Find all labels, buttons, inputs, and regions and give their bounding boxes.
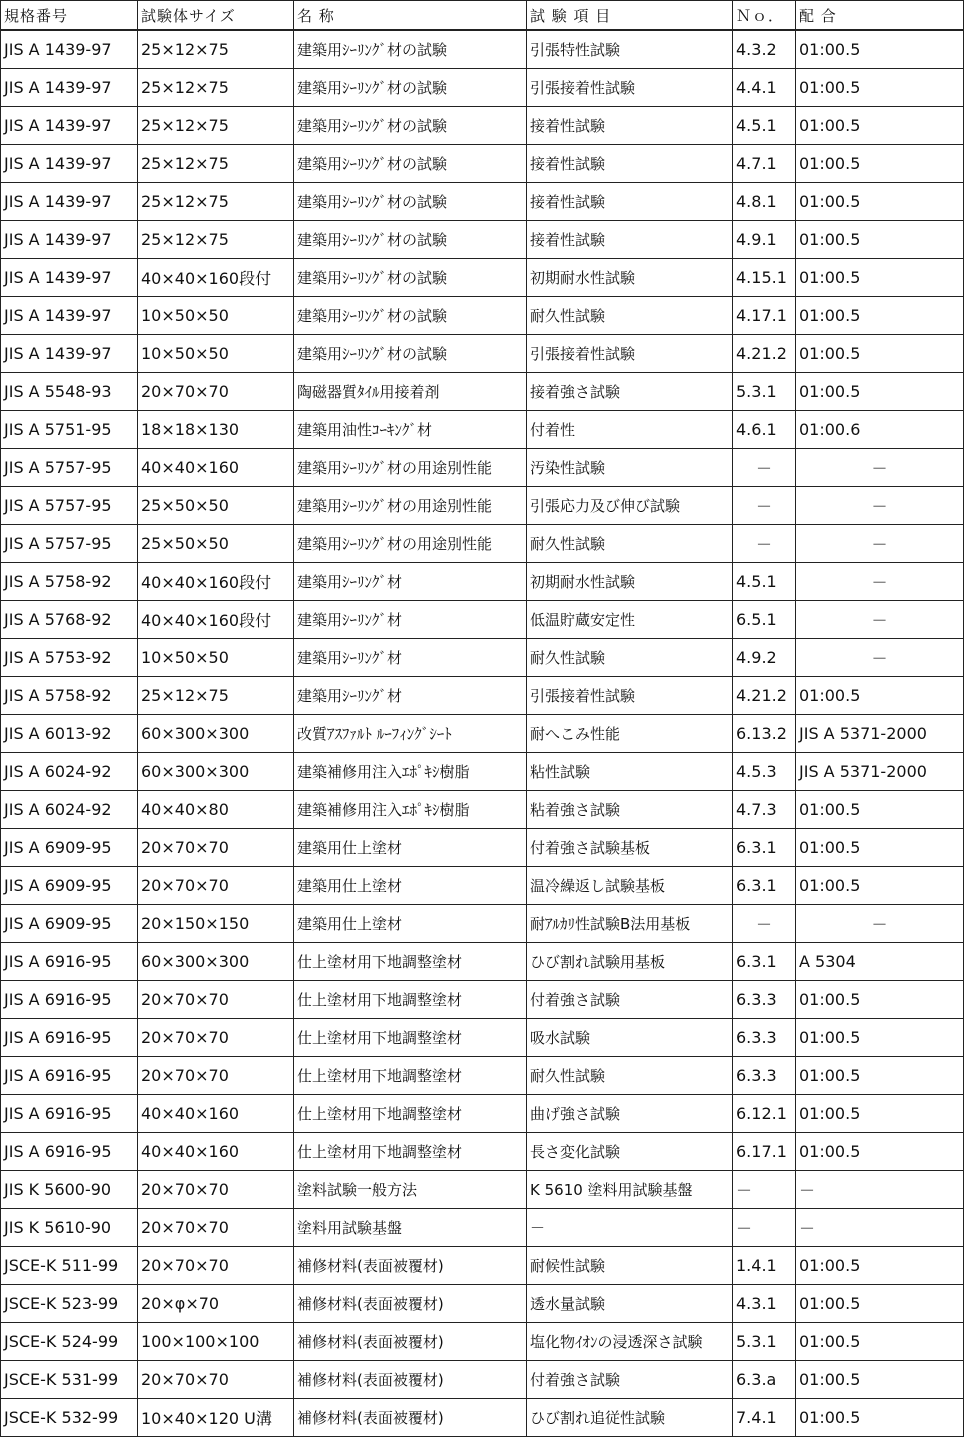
cell-name: 建築用ｼｰﾘﾝｸﾞ材の試験 [294, 107, 527, 145]
cell-mix: － [796, 449, 964, 487]
cell-test-item: 接着強さ試験 [527, 373, 733, 411]
cell-test-item: 付着強さ試験基板 [527, 829, 733, 867]
cell-name: 仕上塗材用下地調整塗材 [294, 1133, 527, 1171]
cell-name: 塗料用試験基盤 [294, 1209, 527, 1247]
cell-name: 建築用ｼｰﾘﾝｸﾞ材の用途別性能 [294, 449, 527, 487]
cell-test-item: 接着性試験 [527, 221, 733, 259]
cell-standard-number: JIS A 1439-97 [1, 335, 138, 373]
cell-name: 仕上塗材用下地調整塗材 [294, 1057, 527, 1095]
cell-test-item: 温冷繰返し試験基板 [527, 867, 733, 905]
cell-specimen-size: 25×50×50 [138, 525, 294, 563]
cell-test-item: 汚染性試験 [527, 449, 733, 487]
table-row [1, 943, 964, 981]
cell-name: 建築補修用注入ｴﾎﾟｷｼ樹脂 [294, 753, 527, 791]
cell-specimen-size: 60×300×300 [138, 715, 294, 753]
cell-number: 4.5.1 [733, 563, 796, 601]
cell-mix: 01:00.5 [796, 1019, 964, 1057]
cell-number: 6.3.1 [733, 943, 796, 981]
cell-name: 建築用仕上塗材 [294, 867, 527, 905]
cell-number: 6.12.1 [733, 1095, 796, 1133]
cell-mix: － [796, 905, 964, 943]
cell-standard-number: JIS A 5757-95 [1, 449, 138, 487]
cell-number: 4.21.2 [733, 677, 796, 715]
cell-number: 4.9.2 [733, 639, 796, 677]
cell-standard-number: JIS A 6916-95 [1, 1095, 138, 1133]
cell-mix: 01:00.5 [796, 1057, 964, 1095]
cell-test-item: 付着強さ試験 [527, 981, 733, 1019]
cell-test-item: 耐ｱﾙｶﾘ性試験B法用基板 [527, 905, 733, 943]
cell-specimen-size: 20×70×70 [138, 1057, 294, 1095]
cell-name: 建築用仕上塗材 [294, 905, 527, 943]
cell-specimen-size: 20×70×70 [138, 1209, 294, 1247]
cell-standard-number: JIS A 6024-92 [1, 753, 138, 791]
cell-standard-number: JIS A 1439-97 [1, 69, 138, 107]
table-row [1, 1133, 964, 1171]
cell-test-item: 耐久性試験 [527, 297, 733, 335]
table-row [1, 1247, 964, 1285]
cell-number: 4.3.1 [733, 1285, 796, 1323]
cell-number: 4.5.1 [733, 107, 796, 145]
cell-mix: 01:00.5 [796, 1133, 964, 1171]
cell-name: 補修材料(表面被覆材) [294, 1247, 527, 1285]
cell-specimen-size: 40×40×160段付 [138, 601, 294, 639]
cell-number: 4.6.1 [733, 411, 796, 449]
cell-mix: 01:00.5 [796, 867, 964, 905]
table-row [1, 791, 964, 829]
cell-specimen-size: 40×40×160段付 [138, 563, 294, 601]
cell-standard-number: JIS A 6013-92 [1, 715, 138, 753]
cell-mix: 01:00.5 [796, 1361, 964, 1399]
cell-name: 建築用ｼｰﾘﾝｸﾞ材 [294, 563, 527, 601]
table-row [1, 1171, 964, 1209]
cell-specimen-size: 20×φ×70 [138, 1285, 294, 1323]
cell-specimen-size: 25×50×50 [138, 487, 294, 525]
cell-specimen-size: 20×70×70 [138, 981, 294, 1019]
cell-mix: JIS A 5371-2000 [796, 715, 964, 753]
cell-mix: 01:00.5 [796, 107, 964, 145]
cell-test-item: 耐久性試験 [527, 1057, 733, 1095]
cell-test-item: 低温貯蔵安定性 [527, 601, 733, 639]
cell-test-item: 吸水試験 [527, 1019, 733, 1057]
cell-name: 仕上塗材用下地調整塗材 [294, 1095, 527, 1133]
header-number: Ｎｏ． [733, 1, 796, 31]
cell-name: 陶磁器質ﾀｲﾙ用接着剤 [294, 373, 527, 411]
cell-standard-number: JIS A 6024-92 [1, 791, 138, 829]
cell-mix: 01:00.5 [796, 297, 964, 335]
cell-mix: 01:00.5 [796, 829, 964, 867]
table-row [1, 30, 964, 69]
cell-specimen-size: 20×70×70 [138, 867, 294, 905]
cell-name: 建築用ｼｰﾘﾝｸﾞ材 [294, 639, 527, 677]
cell-specimen-size: 10×50×50 [138, 335, 294, 373]
table-row [1, 487, 964, 525]
cell-test-item: 粘性試験 [527, 753, 733, 791]
table-row [1, 107, 964, 145]
cell-number: 4.5.3 [733, 753, 796, 791]
cell-mix: 01:00.6 [796, 411, 964, 449]
header-row [1, 1, 964, 31]
cell-test-item: 粘着強さ試験 [527, 791, 733, 829]
cell-test-item: 透水量試験 [527, 1285, 733, 1323]
cell-standard-number: JIS A 1439-97 [1, 221, 138, 259]
cell-number: － [733, 449, 796, 487]
cell-mix: 01:00.5 [796, 677, 964, 715]
cell-name: 補修材料(表面被覆材) [294, 1285, 527, 1323]
cell-specimen-size: 18×18×130 [138, 411, 294, 449]
cell-mix: － [796, 639, 964, 677]
cell-standard-number: JSCE-K 511-99 [1, 1247, 138, 1285]
cell-number: 5.3.1 [733, 1323, 796, 1361]
cell-name: 建築用ｼｰﾘﾝｸﾞ材の用途別性能 [294, 487, 527, 525]
cell-name: 建築用仕上塗材 [294, 829, 527, 867]
cell-standard-number: JIS A 6916-95 [1, 1019, 138, 1057]
table-row [1, 905, 964, 943]
table-row [1, 259, 964, 297]
table-row [1, 335, 964, 373]
cell-specimen-size: 40×40×160段付 [138, 259, 294, 297]
cell-mix: 01:00.5 [796, 335, 964, 373]
cell-specimen-size: 20×70×70 [138, 829, 294, 867]
cell-test-item: 接着性試験 [527, 107, 733, 145]
cell-name: 建築用ｼｰﾘﾝｸﾞ材の試験 [294, 259, 527, 297]
cell-test-item: K 5610 塗料用試験基盤 [527, 1171, 733, 1209]
table-row [1, 1209, 964, 1247]
table-row [1, 601, 964, 639]
cell-number: 6.3.1 [733, 829, 796, 867]
cell-name: 建築用油性ｺｰｷﾝｸﾞ材 [294, 411, 527, 449]
cell-number: 1.4.1 [733, 1247, 796, 1285]
cell-standard-number: JIS A 6916-95 [1, 1133, 138, 1171]
cell-number: 4.8.1 [733, 183, 796, 221]
table-row [1, 639, 964, 677]
table-row [1, 1361, 964, 1399]
cell-standard-number: JIS A 5753-92 [1, 639, 138, 677]
cell-name: 補修材料(表面被覆材) [294, 1361, 527, 1399]
cell-specimen-size: 10×50×50 [138, 297, 294, 335]
cell-name: 建築用ｼｰﾘﾝｸﾞ材 [294, 677, 527, 715]
cell-name: 改質ｱｽﾌｧﾙﾄ ﾙｰﾌｨﾝｸﾞｼｰﾄ [294, 715, 527, 753]
cell-mix: － [796, 1209, 964, 1247]
cell-number: 6.3.1 [733, 867, 796, 905]
cell-standard-number: JIS A 1439-97 [1, 145, 138, 183]
cell-name: 仕上塗材用下地調整塗材 [294, 943, 527, 981]
cell-test-item: 付着性 [527, 411, 733, 449]
cell-specimen-size: 20×70×70 [138, 1247, 294, 1285]
cell-number: 5.3.1 [733, 373, 796, 411]
cell-standard-number: JIS A 6916-95 [1, 943, 138, 981]
cell-standard-number: JIS K 5610-90 [1, 1209, 138, 1247]
table-row [1, 715, 964, 753]
table-row [1, 145, 964, 183]
cell-standard-number: JIS A 6909-95 [1, 905, 138, 943]
cell-test-item: 接着性試験 [527, 145, 733, 183]
cell-standard-number: JIS A 5548-93 [1, 373, 138, 411]
table-row [1, 1323, 964, 1361]
cell-mix: 01:00.5 [796, 259, 964, 297]
table-row [1, 221, 964, 259]
cell-name: 建築用ｼｰﾘﾝｸﾞ材の試験 [294, 335, 527, 373]
cell-mix: 01:00.5 [796, 145, 964, 183]
cell-standard-number: JIS K 5600-90 [1, 1171, 138, 1209]
table-row [1, 69, 964, 107]
cell-number: 4.4.1 [733, 69, 796, 107]
cell-name: 仕上塗材用下地調整塗材 [294, 981, 527, 1019]
cell-number: － [733, 487, 796, 525]
cell-number: 4.17.1 [733, 297, 796, 335]
table-row [1, 525, 964, 563]
cell-standard-number: JIS A 1439-97 [1, 259, 138, 297]
cell-specimen-size: 25×12×75 [138, 221, 294, 259]
table-row [1, 411, 964, 449]
cell-name: 建築用ｼｰﾘﾝｸﾞ材 [294, 601, 527, 639]
cell-standard-number: JIS A 6909-95 [1, 829, 138, 867]
table-row [1, 981, 964, 1019]
cell-test-item: 耐久性試験 [527, 639, 733, 677]
cell-standard-number: JIS A 6916-95 [1, 981, 138, 1019]
cell-mix: － [796, 487, 964, 525]
cell-test-item: 耐候性試験 [527, 1247, 733, 1285]
table-row [1, 373, 964, 411]
cell-specimen-size: 100×100×100 [138, 1323, 294, 1361]
cell-number: 4.15.1 [733, 259, 796, 297]
cell-number: － [733, 525, 796, 563]
table-row [1, 867, 964, 905]
cell-number: 4.21.2 [733, 335, 796, 373]
cell-specimen-size: 40×40×160 [138, 1095, 294, 1133]
table-body [1, 30, 964, 1437]
cell-name: 塗料試験一般方法 [294, 1171, 527, 1209]
cell-name: 建築用ｼｰﾘﾝｸﾞ材の試験 [294, 69, 527, 107]
cell-mix: 01:00.5 [796, 69, 964, 107]
cell-name: 仕上塗材用下地調整塗材 [294, 1019, 527, 1057]
table-row [1, 183, 964, 221]
cell-mix: 01:00.5 [796, 1399, 964, 1437]
cell-test-item: 引張応力及び伸び試験 [527, 487, 733, 525]
table-header [1, 1, 964, 31]
cell-test-item: 耐へこみ性能 [527, 715, 733, 753]
cell-name: 建築用ｼｰﾘﾝｸﾞ材の試験 [294, 30, 527, 69]
table-row [1, 1095, 964, 1133]
cell-specimen-size: 25×12×75 [138, 30, 294, 69]
table-row [1, 1285, 964, 1323]
cell-specimen-size: 25×12×75 [138, 145, 294, 183]
cell-number: 4.7.3 [733, 791, 796, 829]
cell-test-item: 曲げ強さ試験 [527, 1095, 733, 1133]
table-row [1, 563, 964, 601]
header-mix: 配 合 [796, 1, 964, 31]
cell-standard-number: JIS A 5758-92 [1, 677, 138, 715]
cell-standard-number: JIS A 6909-95 [1, 867, 138, 905]
cell-number: － [733, 1171, 796, 1209]
cell-number: 6.5.1 [733, 601, 796, 639]
cell-mix: － [796, 601, 964, 639]
cell-name: 建築用ｼｰﾘﾝｸﾞ材の用途別性能 [294, 525, 527, 563]
cell-number: 6.3.3 [733, 1019, 796, 1057]
cell-mix: － [796, 525, 964, 563]
cell-number: 4.7.1 [733, 145, 796, 183]
header-name: 名 称 [294, 1, 527, 31]
header-standard-number: 規格番号 [1, 1, 138, 31]
cell-standard-number: JIS A 5757-95 [1, 487, 138, 525]
cell-number: 7.4.1 [733, 1399, 796, 1437]
cell-test-item: 耐久性試験 [527, 525, 733, 563]
cell-test-item: 引張接着性試験 [527, 69, 733, 107]
cell-test-item: － [527, 1209, 733, 1247]
cell-mix: 01:00.5 [796, 30, 964, 69]
cell-standard-number: JIS A 5768-92 [1, 601, 138, 639]
cell-name: 建築用ｼｰﾘﾝｸﾞ材の試験 [294, 221, 527, 259]
cell-standard-number: JSCE-K 523-99 [1, 1285, 138, 1323]
cell-specimen-size: 60×300×300 [138, 753, 294, 791]
cell-standard-number: JSCE-K 531-99 [1, 1361, 138, 1399]
cell-specimen-size: 40×40×80 [138, 791, 294, 829]
cell-number: 6.3.3 [733, 981, 796, 1019]
cell-standard-number: JIS A 1439-97 [1, 297, 138, 335]
table-row [1, 677, 964, 715]
cell-specimen-size: 60×300×300 [138, 943, 294, 981]
cell-number: 4.3.2 [733, 30, 796, 69]
cell-mix: 01:00.5 [796, 373, 964, 411]
cell-number: 6.3.a [733, 1361, 796, 1399]
cell-specimen-size: 20×70×70 [138, 1361, 294, 1399]
cell-test-item: 引張特性試験 [527, 30, 733, 69]
cell-name: 建築用ｼｰﾘﾝｸﾞ材の試験 [294, 183, 527, 221]
cell-standard-number: JIS A 1439-97 [1, 183, 138, 221]
table-row [1, 1057, 964, 1095]
table-row [1, 753, 964, 791]
cell-standard-number: JIS A 6916-95 [1, 1057, 138, 1095]
cell-standard-number: JIS A 5758-92 [1, 563, 138, 601]
cell-number: 6.17.1 [733, 1133, 796, 1171]
cell-number: 4.9.1 [733, 221, 796, 259]
cell-mix: 01:00.5 [796, 1095, 964, 1133]
cell-specimen-size: 20×70×70 [138, 1019, 294, 1057]
cell-standard-number: JIS A 1439-97 [1, 107, 138, 145]
cell-specimen-size: 10×50×50 [138, 639, 294, 677]
cell-specimen-size: 10×40×120 U溝 [138, 1399, 294, 1437]
cell-mix: 01:00.5 [796, 183, 964, 221]
header-specimen-size: 試験体サイズ [138, 1, 294, 31]
cell-mix: A 5304 [796, 943, 964, 981]
cell-test-item: 初期耐水性試験 [527, 563, 733, 601]
cell-mix: 01:00.5 [796, 791, 964, 829]
table-row [1, 829, 964, 867]
cell-standard-number: JSCE-K 524-99 [1, 1323, 138, 1361]
cell-name: 補修材料(表面被覆材) [294, 1399, 527, 1437]
cell-test-item: 引張接着性試験 [527, 335, 733, 373]
cell-name: 補修材料(表面被覆材) [294, 1323, 527, 1361]
cell-test-item: 引張接着性試験 [527, 677, 733, 715]
cell-number: 6.3.3 [733, 1057, 796, 1095]
cell-test-item: ひび割れ追従性試験 [527, 1399, 733, 1437]
cell-mix: 01:00.5 [796, 1247, 964, 1285]
cell-specimen-size: 40×40×160 [138, 449, 294, 487]
table-row [1, 1019, 964, 1057]
cell-mix: 01:00.5 [796, 1323, 964, 1361]
header-test-item: 試 験 項 目 [527, 1, 733, 31]
cell-mix: JIS A 5371-2000 [796, 753, 964, 791]
cell-specimen-size: 25×12×75 [138, 107, 294, 145]
cell-standard-number: JIS A 1439-97 [1, 30, 138, 69]
cell-standard-number: JSCE-K 532-99 [1, 1399, 138, 1437]
cell-test-item: 長さ変化試験 [527, 1133, 733, 1171]
cell-specimen-size: 25×12×75 [138, 183, 294, 221]
cell-name: 建築用ｼｰﾘﾝｸﾞ材の試験 [294, 145, 527, 183]
table-row [1, 297, 964, 335]
cell-name: 建築補修用注入ｴﾎﾟｷｼ樹脂 [294, 791, 527, 829]
cell-specimen-size: 40×40×160 [138, 1133, 294, 1171]
cell-mix: 01:00.5 [796, 1285, 964, 1323]
cell-mix: － [796, 1171, 964, 1209]
cell-specimen-size: 20×70×70 [138, 373, 294, 411]
cell-number: 6.13.2 [733, 715, 796, 753]
cell-test-item: 塩化物ｲｵﾝの浸透深さ試験 [527, 1323, 733, 1361]
cell-name: 建築用ｼｰﾘﾝｸﾞ材の試験 [294, 297, 527, 335]
cell-mix: 01:00.5 [796, 221, 964, 259]
cell-number: － [733, 905, 796, 943]
cell-standard-number: JIS A 5757-95 [1, 525, 138, 563]
table-row [1, 449, 964, 487]
cell-mix: 01:00.5 [796, 981, 964, 1019]
cell-test-item: 接着性試験 [527, 183, 733, 221]
cell-number: － [733, 1209, 796, 1247]
cell-mix: － [796, 563, 964, 601]
table-row [1, 1399, 964, 1437]
cell-specimen-size: 25×12×75 [138, 677, 294, 715]
cell-test-item: 初期耐水性試験 [527, 259, 733, 297]
cell-specimen-size: 25×12×75 [138, 69, 294, 107]
cell-specimen-size: 20×150×150 [138, 905, 294, 943]
cell-test-item: ひび割れ試験用基板 [527, 943, 733, 981]
cell-specimen-size: 20×70×70 [138, 1171, 294, 1209]
cell-standard-number: JIS A 5751-95 [1, 411, 138, 449]
cell-test-item: 付着強さ試験 [527, 1361, 733, 1399]
